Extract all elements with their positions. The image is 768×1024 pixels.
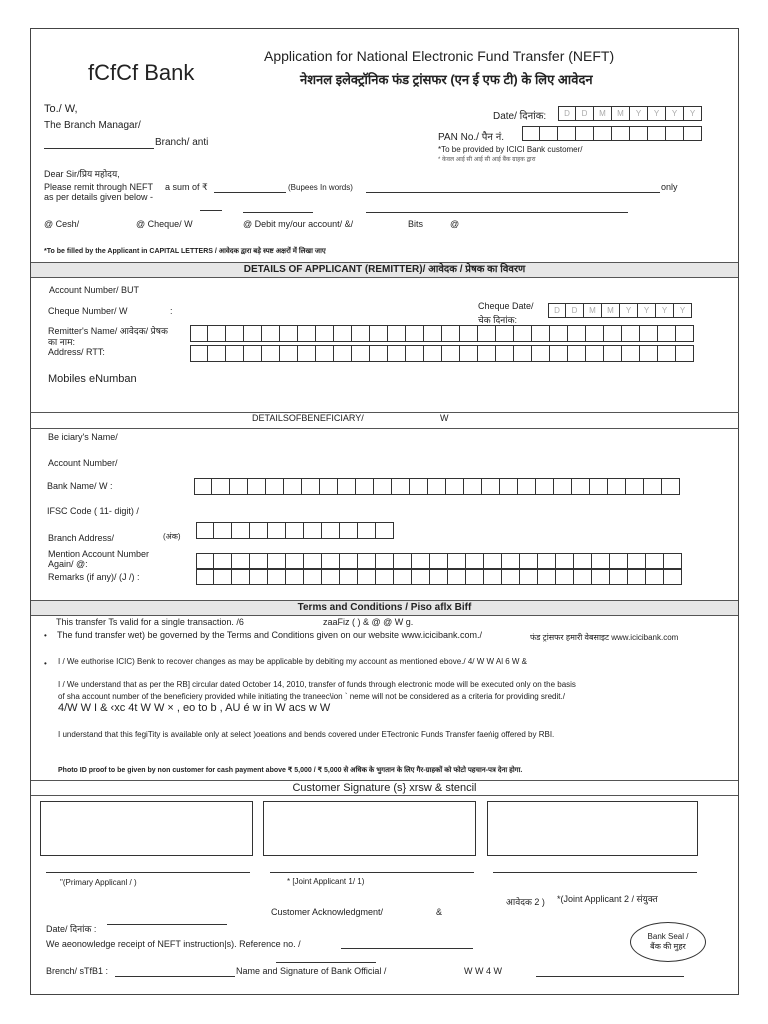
char-box[interactable] [550,325,568,342]
date-box[interactable]: Y [638,303,656,318]
date-label: Date/ दिनांक: [493,111,547,122]
branch-line[interactable] [44,148,154,149]
date-box[interactable]: Y [656,303,674,318]
char-box[interactable] [412,568,430,585]
char-box[interactable] [226,325,244,342]
char-box[interactable] [532,325,550,342]
amount-words-line[interactable] [366,192,660,193]
char-box[interactable] [676,325,694,342]
char-box[interactable] [230,478,248,495]
cheque-date-label: Cheque Date/ [478,301,534,311]
char-box[interactable] [370,345,388,362]
ifsc-label: IFSC Code ( 11- digit) / [47,506,139,516]
date-box[interactable]: Y [684,106,702,121]
char-box[interactable] [356,478,374,495]
char-box[interactable] [424,345,442,362]
bank-name-boxes[interactable] [194,478,680,495]
remit-prefix: Please remit through NEFT [44,182,154,192]
acknowledgment-amp: & [436,907,443,917]
reference-line[interactable] [341,948,473,949]
char-box[interactable] [622,345,640,362]
date-box[interactable]: M [612,106,630,121]
branch-address-hindi: (अंक) [163,532,181,541]
remarks-boxes[interactable] [196,568,682,585]
ack-receipt-text: We aeonowledge receipt of NEFT instruction|s). Reference no. / [46,939,301,949]
char-box[interactable] [280,345,298,362]
char-box[interactable] [628,568,646,585]
date-boxes[interactable] [558,106,702,121]
words-label: (Bupees In words) [288,183,353,192]
divider [30,412,739,413]
char-box[interactable] [214,568,232,585]
date-box[interactable]: Y [674,303,692,318]
official-line [276,962,376,963]
date-box[interactable]: D [558,106,576,121]
char-box[interactable] [304,568,322,585]
char-box[interactable] [536,478,554,495]
char-box[interactable] [392,478,410,495]
bank-seal [630,922,706,962]
char-box[interactable] [574,568,592,585]
bank-official-label: Name and Signature of Bank Official / [236,966,387,976]
char-box[interactable] [262,345,280,362]
char-box[interactable] [370,325,388,342]
char-box[interactable] [586,325,604,342]
char-box[interactable] [406,325,424,342]
bullet-icon: • [44,631,47,640]
term-6: 4/W W I & ‹xc 4t W W × , eo to b , AU é w in W acs w W [58,702,331,714]
char-box[interactable] [316,325,334,342]
char-box[interactable] [424,325,442,342]
bank-name: fCfCf Bank [88,60,195,85]
char-box[interactable] [568,345,586,362]
char-box[interactable] [316,345,334,362]
char-box[interactable] [658,345,676,362]
char-box[interactable] [446,478,464,495]
char-box[interactable] [550,345,568,362]
char-box[interactable] [322,568,340,585]
char-box[interactable] [208,345,226,362]
char-box[interactable] [676,345,694,362]
remitter-account-label: Account Number/ BUT [49,285,140,295]
only-label: only [661,182,678,192]
char-box[interactable] [196,568,214,585]
char-box[interactable] [428,478,446,495]
char-box[interactable] [232,522,250,539]
char-box[interactable] [430,568,448,585]
salutation: Dear Sir/प्रिय महोदय, [44,169,120,179]
divider [30,428,739,429]
beneficiary-name-label: Be iciary's Name/ [48,432,118,442]
char-box[interactable] [658,325,676,342]
char-box[interactable] [482,478,500,495]
char-box[interactable] [268,568,286,585]
ack-branch-label: Brench/ sTfB1 : [46,966,109,976]
date-box[interactable]: M [602,303,620,318]
joint1-sign-line [270,872,474,873]
char-box[interactable] [572,478,590,495]
char-box[interactable] [460,345,478,362]
term-4: I / We understand that as per the RB] circular dated October 14, 2010, transfer of funds through electronic mode will be executed only on the basis [58,680,576,689]
terms-band: Terms and Conditions / Piso aflx Biff [31,600,738,616]
char-box[interactable] [502,568,520,585]
char-box[interactable] [340,568,358,585]
char-box[interactable] [626,478,644,495]
char-box[interactable] [280,325,298,342]
pan-note: *To be provided by ICICI Bank customer/ [438,145,583,154]
primary-sign-line [46,872,250,873]
branch-label: Branch/ anti [155,137,209,148]
beneficiary-account-label: Account Number/ [48,458,118,468]
remitter-name-label: Remitter's Name/ आवेदक/ प्रेषक [48,326,168,336]
remitter-name-label-hindi: का नाम: [48,337,75,347]
char-box[interactable] [286,568,304,585]
char-box[interactable] [194,478,212,495]
char-box[interactable] [196,522,214,539]
date-box[interactable]: Y [620,303,638,318]
cheque-date-hindi: चेक दिनांक: [478,315,517,325]
term-1b: zaaFiz ( ) & @ @ W g. [323,617,414,627]
bank-seal-label: Bank Seal / [647,932,689,941]
joint1-signature-box[interactable] [263,801,476,856]
at-label: @ [450,219,460,229]
char-box[interactable] [302,478,320,495]
char-box[interactable] [442,325,460,342]
date-box[interactable]: M [584,303,602,318]
char-box[interactable] [496,325,514,342]
char-box[interactable] [464,478,482,495]
ifsc-boxes[interactable] [196,522,394,539]
cash-option[interactable]: @ Cesh/ [44,219,80,229]
char-box[interactable] [248,478,266,495]
char-box[interactable] [338,478,356,495]
char-box[interactable] [244,345,262,362]
branch-manager-label: The Branch Managar/ [44,120,141,131]
char-box[interactable] [478,325,496,342]
char-box[interactable] [322,522,340,539]
char-box[interactable] [410,478,428,495]
char-box[interactable] [592,568,610,585]
char-box[interactable] [500,478,518,495]
signature-band: Customer Signature (s} xrsw & stencil [31,780,738,796]
char-box[interactable] [496,345,514,362]
term-8: Photo ID proof to be given by non customer for cash payment above ₹ 5,000 / ₹ 5,000 से अधिक के भुगतान के लिए गैर-ग्राहकों को फोटो पहचान-पत्र देना होगा. [58,767,523,774]
as-per-label: as per details given below - [44,192,154,202]
pan-label: PAN No./ पैन नं. [438,132,505,143]
term-2: The fund transfer wet) be governed by the Terms and Conditions given on our website www.icicibank.com./ [57,630,483,640]
char-box[interactable] [244,325,262,342]
date-box[interactable]: D [566,303,584,318]
primary-signature-box[interactable] [40,801,253,856]
date-box[interactable]: Y [666,106,684,121]
to-label: To./ W, [44,103,78,115]
bullet-icon: • [44,659,47,668]
char-box[interactable] [608,478,626,495]
remarks-label: Remarks (if any)/ (J /) : [48,572,140,582]
remitter-band: DETAILS OF APPLICANT (REMITTER)/ आवेदक / प्रेषक का विवरण [31,262,738,278]
beneficiary-band-w: W [440,413,449,423]
date-box[interactable]: M [594,106,612,121]
char-box[interactable] [478,345,496,362]
char-box[interactable] [250,568,268,585]
joint2-signature-box[interactable] [487,801,698,856]
char-box[interactable] [610,568,628,585]
char-box[interactable] [298,325,316,342]
joint-applicant-1-label: * [Joint Applicant 1/ 1) [287,877,365,886]
char-box[interactable] [406,345,424,362]
char-box[interactable] [376,522,394,539]
sum-label: a sum of ₹ [165,182,208,192]
char-box[interactable] [284,478,302,495]
bits-line[interactable] [366,212,628,213]
char-box[interactable] [448,568,466,585]
ack-sign-line[interactable] [536,976,684,977]
char-box[interactable] [214,522,232,539]
bank-name-label: Bank Name/ W : [47,481,113,491]
char-box[interactable] [514,325,532,342]
char-box[interactable] [304,522,322,539]
char-box[interactable] [334,345,352,362]
char-box[interactable] [640,345,658,362]
mention-account-label: Mention Account Number [48,549,150,559]
ack-date-label: Date/ दिनांक : [46,924,97,934]
date-box[interactable]: D [548,303,566,318]
cheque-date-boxes[interactable] [548,303,692,318]
char-box[interactable] [664,568,682,585]
char-box[interactable] [460,325,478,342]
char-box[interactable] [268,522,286,539]
form-title: Application for National Electronic Fund Transfer (NEFT) [264,48,615,64]
char-box[interactable] [466,568,484,585]
term-1: This transfer Ts valid for a single transaction. /6 [56,617,244,627]
char-box[interactable] [556,568,574,585]
char-box[interactable] [586,345,604,362]
cheque-number-colon: : [170,306,173,316]
char-box[interactable] [646,568,664,585]
char-box[interactable] [190,325,208,342]
debit-option[interactable]: @ Debit my/our account/ &/ [243,219,354,229]
char-box[interactable] [604,345,622,362]
char-box[interactable] [250,522,268,539]
cheque-option[interactable]: @ Cheque/ W [136,219,193,229]
char-box[interactable] [190,345,208,362]
beneficiary-band: DETAILSOFBENEFICIARY/ [252,413,364,423]
char-box[interactable] [514,345,532,362]
address-label: Address/ RTT: [48,347,105,357]
char-box[interactable] [232,568,250,585]
char-box[interactable] [358,522,376,539]
char-box[interactable] [568,325,586,342]
bits-label: Bits [408,219,424,229]
term-2-hindi: फंड ट्रांसफर हमारी वेबसाइट www.icicibank.com [530,633,679,642]
ack-ww-label: W W 4 W [464,966,502,976]
char-box[interactable] [662,478,680,495]
bank-seal-label-hindi: बैंक की मुहर [650,942,686,951]
char-box[interactable] [208,325,226,342]
char-box[interactable] [358,568,376,585]
char-box[interactable] [320,478,338,495]
char-box[interactable] [554,478,572,495]
char-box[interactable] [388,345,406,362]
char-box[interactable] [622,325,640,342]
term-7: I understand that this fegiTity is available only at select )oeations and bends covered under ETectronic Funds Transfer faeṅig offered by RBI. [58,730,555,739]
amount-line[interactable] [214,192,286,193]
pan-note-hindi: * केवल आई सी आई सी आई बैंक ग्राहक द्वारा [438,157,536,163]
char-box[interactable] [590,478,608,495]
char-box[interactable] [640,325,658,342]
again-label: Again/ @: [48,559,88,569]
char-box[interactable] [298,345,316,362]
short-line [200,210,222,211]
char-box[interactable] [334,325,352,342]
char-box[interactable] [340,522,358,539]
char-box[interactable] [262,325,280,342]
pan-boxes[interactable] [522,126,702,141]
ack-date-line[interactable] [107,924,227,925]
char-box[interactable] [212,478,230,495]
address-boxes[interactable] [190,345,694,362]
char-box[interactable] [388,325,406,342]
joint2-sign-line [493,872,697,873]
char-box[interactable] [442,345,460,362]
char-box[interactable] [266,478,284,495]
char-box[interactable] [604,325,622,342]
char-box[interactable] [376,568,394,585]
char-box[interactable] [518,478,536,495]
char-box[interactable] [374,478,392,495]
char-box[interactable] [352,325,370,342]
remitter-name-boxes[interactable] [190,325,694,342]
term-3: I / We euthorise ICIC) Benk to recover changes as may be applicable by debiting my account as mentioned ebove./ 4/ W W Al 6 W & [58,657,527,666]
char-box[interactable] [394,568,412,585]
joint-applicant-2-label: *(Joint Applicant 2 / संयुक्त [557,894,658,904]
form-title-hindi: नेशनल इलेक्ट्रॉनिक फंड ट्रांसफर (एन ई एफ टी) के लिए आवेदन [300,72,593,87]
char-box[interactable] [484,568,502,585]
char-box[interactable] [286,522,304,539]
ack-branch-line[interactable] [115,976,235,977]
primary-applicant-label: "(Primary Applicanl / ) [60,878,137,887]
acknowledgment-title: Customer Acknowledgment/ [271,907,384,917]
debit-line[interactable] [243,212,313,213]
char-box[interactable] [538,568,556,585]
char-box[interactable] [226,345,244,362]
char-box[interactable] [352,345,370,362]
date-box[interactable]: D [576,106,594,121]
char-box[interactable] [644,478,662,495]
date-box[interactable]: Y [630,106,648,121]
mobile-label: Mobiles eNumban [48,373,137,385]
cheque-number-label: Cheque Number/ W [48,306,128,316]
capital-note: *To be filled by the Applicant in CAPITAL LETTERS / आवेदक द्वारा बड़े स्पष्ट अक्षरों में लिखा जाए [44,248,326,255]
branch-address-label: Branch Address/ [48,533,115,543]
char-box[interactable] [520,568,538,585]
date-box[interactable]: Y [648,106,666,121]
term-5: of sha account number of the beneficiery provided while initiating the traneec\ion ` neme will not be considered as a criteria for providing sredit./ [58,692,565,701]
char-box[interactable] [532,345,550,362]
joint-applicant-2-hindi: आवेदक 2 ) [506,897,545,907]
